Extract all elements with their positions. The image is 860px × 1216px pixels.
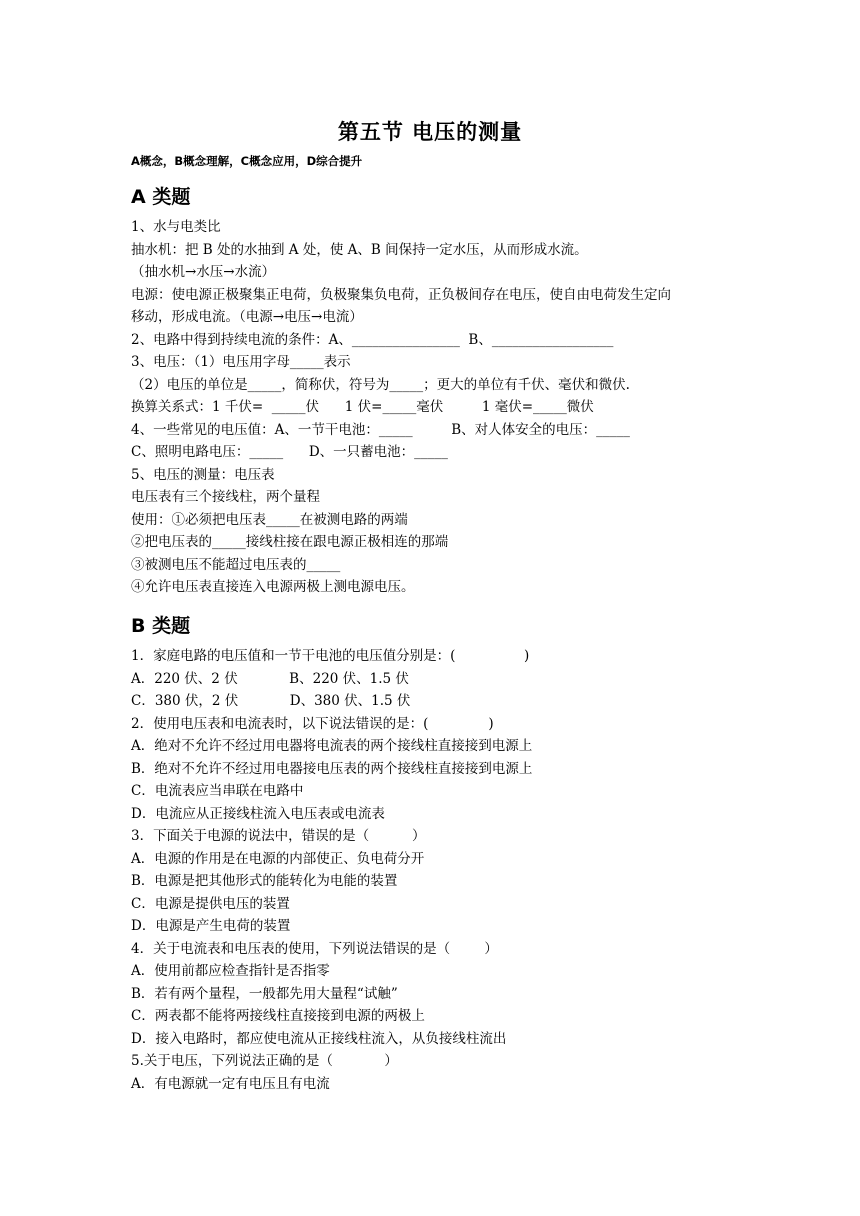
- text-line: C．380 伏，2 伏 D、380 伏、1.5 伏: [131, 693, 411, 709]
- text-line: 移动，形成电流。（电源→电压→电流）: [131, 309, 363, 325]
- text-line: （抽水机→水压→水流）: [131, 264, 276, 280]
- text-line: 换算关系式：1 千伏= _____伏 1 伏=_____毫伏 1 毫伏=_____微伏: [131, 399, 594, 415]
- text-line: （2）电压的单位是_____，简称伏，符号为_____；更大的单位有千伏、毫伏和微伏.: [131, 376, 630, 393]
- text-line: 2．使用电压表和电流表时，以下说法错误的是：( ): [131, 715, 494, 732]
- page-title: 第五节 电压的测量: [337, 120, 523, 144]
- text-line: C、照明电路电压：_____ D、一只蓄电池：_____: [131, 444, 448, 460]
- text-line: 电源：使电源正极聚集正电荷，负极聚集负电荷，正负极间存在电压，使自由电荷发生定向: [131, 286, 671, 303]
- difficulty-legend: A概念，B概念理解，C概念应用，D综合提升: [131, 154, 363, 168]
- text-line: C．电流表应当串联在电路中: [131, 783, 304, 799]
- text-line: C．两表都不能将两接线柱直接接到电源的两极上: [131, 1008, 425, 1024]
- text-line: B．绝对不允许不经过用电器接电压表的两个接线柱直接接到电源上: [131, 760, 533, 777]
- text-line: ②把电压表的_____接线柱接在跟电源正极相连的那端: [131, 534, 449, 550]
- text-line: A．电源的作用是在电源的内部使正、负电荷分开: [131, 850, 425, 867]
- text-line: 4、一些常见的电压值：A、一节干电池：_____ B、对人体安全的电压：_____: [131, 421, 630, 438]
- text-line: D．电流应从正接线柱流入电压表或电流表: [131, 805, 385, 822]
- text-line: 2、电路中得到持续电流的条件：A、________________ B、__________________: [131, 331, 614, 348]
- text-line: 5、电压的测量：电压表: [131, 466, 275, 483]
- section-b-body: [131, 645, 771, 1095]
- text-line: A．使用前都应检查指针是否指零: [131, 963, 330, 979]
- text-line: 1．家庭电路的电压值和一节干电池的电压值分别是：( ): [131, 648, 530, 664]
- text-line: A．绝对不允许不经过用电器将电流表的两个接线柱直接接到电源上: [131, 738, 533, 754]
- text-line: 使用：①必须把电压表_____在被测电路的两端: [131, 511, 408, 528]
- text-line: B．电源是把其他形式的能转化为电能的装置: [131, 873, 398, 889]
- text-line: A．有电源就一定有电压且有电流: [131, 1075, 330, 1092]
- text-line: 1、水与电类比: [131, 219, 221, 235]
- text-line: A．220 伏、2 伏 B、220 伏、1.5 伏: [131, 670, 409, 687]
- text-line: B．若有两个量程，一般都先用大量程“试触”: [131, 985, 398, 1002]
- text-line: D．接入电路时，都应使电流从正接线柱流入，从负接线柱流出: [131, 1030, 507, 1047]
- text-line: D．电源是产生电荷的装置: [131, 918, 291, 934]
- section-b-heading: B 类题: [131, 615, 191, 637]
- text-line: 3．下面关于电源的说法中，错误的是（ ）: [131, 828, 426, 844]
- text-line: C．电源是提供电压的装置: [131, 895, 290, 912]
- text-line: 3、电压：（1）电压用字母_____表示: [131, 354, 351, 370]
- section-a-body: [131, 216, 771, 599]
- text-line: 电压表有三个接线柱，两个量程: [131, 489, 320, 505]
- text-line: ③被测电压不能超过电压表的_____: [131, 556, 341, 573]
- text-line: ④允许电压表直接连入电源两极上测电源电压。: [131, 579, 415, 595]
- section-a-heading: A 类题: [131, 186, 191, 208]
- text-line: 抽水机：把 B 处的水抽到 A 处，使 A、B 间保持一定水压，从而形成水流。: [131, 241, 588, 258]
- text-line: 5.关于电压，下列说法正确的是（ ）: [131, 1053, 398, 1069]
- text-line: 4．关于电流表和电压表的使用，下列说法错误的是（ ）: [131, 940, 498, 957]
